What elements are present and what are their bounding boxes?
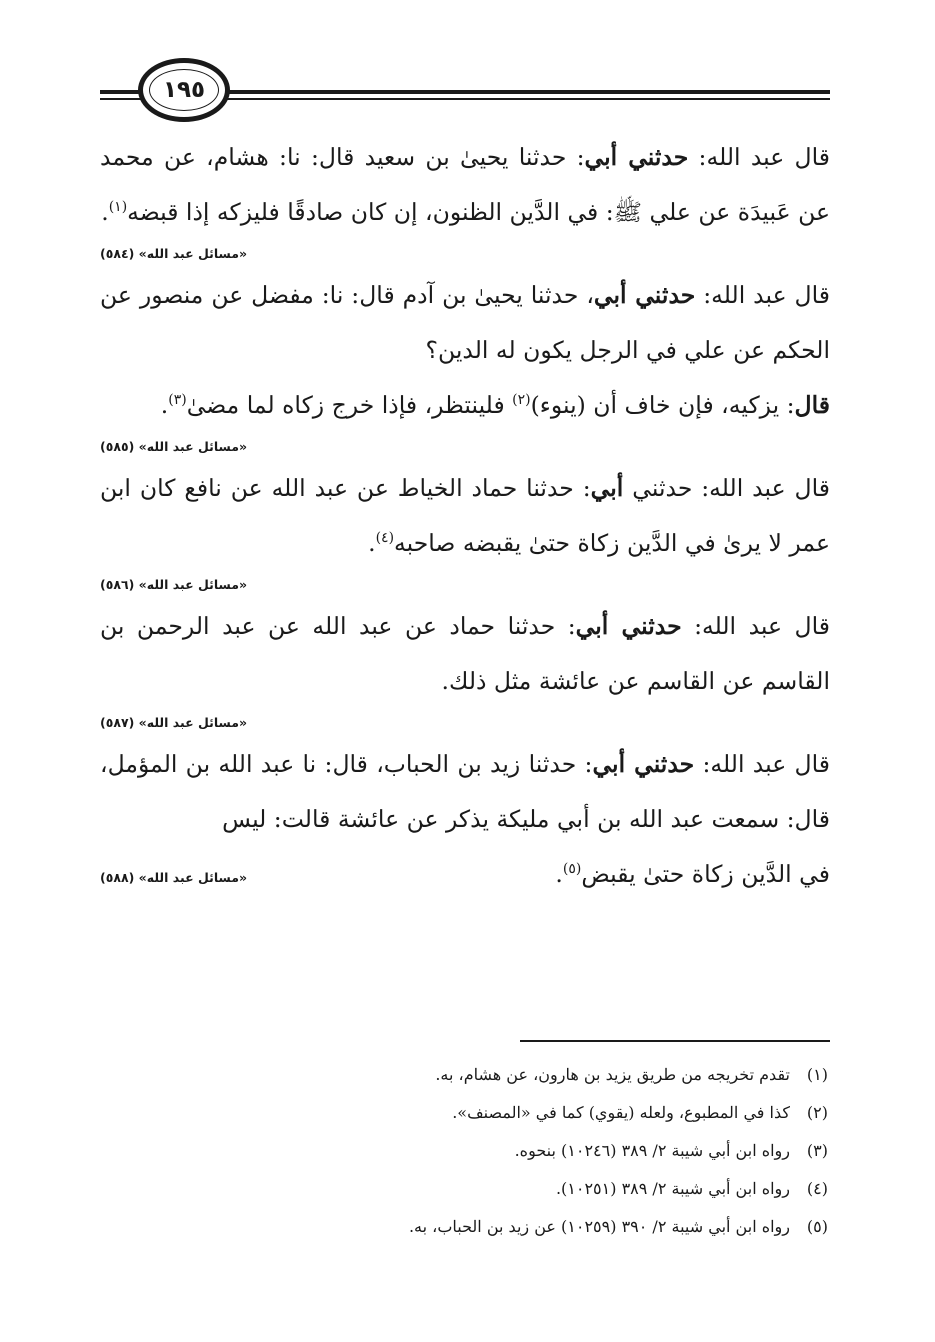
text-run: : حدثنا حماد عن عبد الله عن عبد الرحمن بن القاسم عن القاسم عن عائشة مثل ذلك. — [100, 612, 830, 695]
source-citation: «مسائل عبد الله» (٥٨٨) — [100, 870, 248, 885]
footnote-item — [100, 1170, 830, 1208]
footnote-text: رواه ابن أبي شيبة ٢/ ٣٩٠ (١٠٢٥٩) عن زيد بن الحباب، به. — [408, 1216, 790, 1236]
footnote-text: تقدم تخريجه من طريق يزيد بن هارون، عن هشام، به. — [435, 1064, 790, 1084]
text-run: . — [101, 198, 109, 226]
page-header — [100, 58, 830, 128]
entry-paragraph — [100, 268, 830, 378]
footnote-text: رواه ابن أبي شيبة ٢/ ٣٨٩ (١٠٢٤٦) بنحوه. — [514, 1140, 790, 1160]
text-run-bold: حدثني أبي — [584, 143, 689, 171]
footnote-ref[interactable]: (٣) — [168, 392, 187, 409]
footnotes — [100, 1040, 830, 1246]
text-run-bold: حدثني أبي — [592, 750, 695, 778]
entry-last-line-text — [555, 847, 830, 902]
source-citation: «مسائل عبد الله» (٥٨٤) — [100, 246, 248, 261]
text-run: . — [368, 529, 376, 557]
text-run-bold: حدثني أبي — [593, 281, 696, 309]
footnote-number: (٣) — [806, 1140, 828, 1160]
text-run: فلينتظر، فإذا خرج زكاه لما مضىٰ — [186, 391, 513, 419]
source-citation: «مسائل عبد الله» (٥٨٧) — [100, 715, 248, 730]
footnote-item — [100, 1056, 830, 1094]
entry-paragraph — [100, 461, 830, 571]
text-run: قال عبد الله: — [681, 612, 831, 640]
page-number: ١٩٥ — [162, 77, 206, 103]
footnote-item — [100, 1094, 830, 1132]
text-run: : حدثنا يحيىٰ بن سعيد قال: نا: هشام، عن محمد عن عَبيدَة عن علي ﷺ: في الدَّين الظنون، إن كان صادقًا فليزكه إذا قبضه — [100, 143, 830, 226]
footnote-separator — [520, 1040, 830, 1042]
text-run: : يزكيه، فإن خاف أن (ينوء) — [530, 391, 795, 419]
text-run: قال عبد الله: — [688, 143, 831, 171]
text-run-bold: قال — [794, 391, 830, 419]
text-run-bold: أبي — [590, 474, 624, 502]
footnote-ref[interactable]: (١) — [108, 199, 128, 216]
entry-last-line — [100, 847, 830, 905]
page-number-badge — [138, 58, 230, 122]
text-run: . — [555, 860, 563, 888]
footnote-number: (٢) — [806, 1102, 828, 1122]
footnote-text: رواه ابن أبي شيبة ٢/ ٣٨٩ (١٠٢٥١). — [555, 1178, 790, 1198]
main-text — [100, 130, 830, 905]
text-run: قال عبد الله: — [694, 750, 830, 778]
text-run-bold: حدثني أبي — [575, 612, 682, 640]
source-citation: «مسائل عبد الله» (٥٨٥) — [100, 439, 248, 454]
text-run: : حدثنا حماد الخياط عن عبد الله عن نافع كان ابن عمر لا يرىٰ في الدَّين زكاة حتىٰ يقبضه صاحبه — [100, 474, 830, 557]
footnote-number: (٥) — [806, 1216, 828, 1236]
text-run: . — [160, 391, 169, 419]
text-run: : حدثنا زيد بن الحباب، قال: نا عبد الله بن المؤمل، قال: سمعت عبد الله بن أبي مليكة يذكر عن عائشة قالت: ليس — [100, 750, 830, 833]
source-citation: «مسائل عبد الله» (٥٨٦) — [100, 577, 248, 592]
footnote-ref[interactable]: (٥) — [562, 861, 582, 878]
footnote-number: (١) — [806, 1064, 828, 1084]
footnote-ref[interactable]: (٤) — [375, 530, 395, 547]
footnote-item — [100, 1132, 830, 1170]
text-run: قال عبد الله: حدثني — [623, 474, 830, 502]
entry-paragraph — [100, 378, 830, 433]
footnote-number: (٤) — [806, 1178, 828, 1198]
entry-paragraph — [100, 599, 830, 709]
text-run: ، حدثنا يحيىٰ بن آدم قال: نا: مفضل عن منصور عن الحكم عن علي في الرجل يكون له الدين؟ — [100, 281, 830, 364]
entry-paragraph — [100, 737, 830, 847]
footnote-text: كذا في المطبوع، ولعله (يقوي) كما في «المصنف». — [452, 1102, 790, 1122]
text-run: قال عبد الله: — [695, 281, 831, 309]
entry-paragraph — [100, 130, 830, 240]
text-run: في الدَّين زكاة حتىٰ يقبض — [581, 860, 830, 888]
footnote-item — [100, 1208, 830, 1246]
footnote-ref[interactable]: (٢) — [512, 392, 531, 409]
